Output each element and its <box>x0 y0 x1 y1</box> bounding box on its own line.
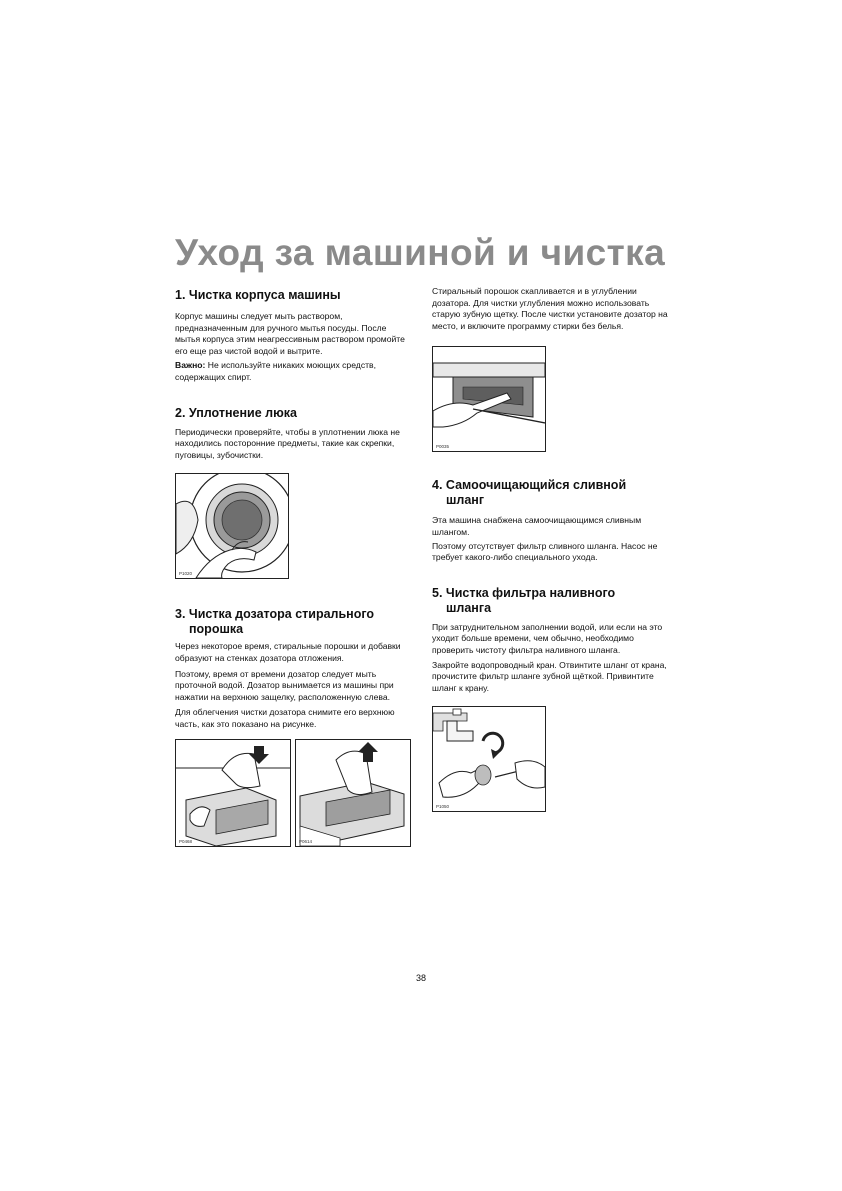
section-1-note <box>175 360 411 383</box>
section-3-text-2: Поэтому, время от времени дозатор следует мыть проточной водой. Дозатор вынимается из машины при нажатии на верхнюю защелку, расположенную слева. <box>175 668 394 702</box>
section-1-title: Чистка корпуса машины <box>188 288 341 302</box>
note-text: Не используйте никаких моющих средств, содержащих спирт. <box>175 360 377 382</box>
section-2-heading <box>175 406 411 421</box>
section-5-text-1: При затруднительном заполнении водой, или если на это уходит больше времени, чем обычно, необходимо проверить чистоту фильтра наливного шланга. <box>432 621 663 655</box>
section-4-heading <box>432 478 672 508</box>
section-4-title-line2: шланг <box>446 493 485 508</box>
section-3-title-line2: порошка <box>189 622 244 637</box>
dispenser-recess-illustration <box>432 346 546 452</box>
section-2-title: Уплотнение люка <box>188 405 297 420</box>
section-1-number: 1. <box>175 288 186 302</box>
page-title: Уход за машиной и чистка <box>175 232 666 273</box>
left-column <box>175 288 411 847</box>
section-2-text: Периодически проверяйте, чтобы в уплотнении люка не находились посторонние предметы, такие как скрепки, пуговицы, зубочистки. <box>175 426 400 460</box>
figure-code-b: P0614 <box>299 838 313 844</box>
figure-code: P0035 <box>436 444 450 450</box>
section-4-number: 4. <box>432 478 443 493</box>
dispenser-illustrations <box>175 739 411 847</box>
section-5-title-line1: Чистка фильтра наливного <box>445 585 616 600</box>
door-seal-illustration <box>175 473 289 579</box>
section-3-heading <box>175 607 411 637</box>
section-4-text-2: Поэтому отсутствует фильтр сливного шланга. Насос не требует какого-либо специального ухода. <box>432 540 658 563</box>
page-number: 38 <box>415 973 426 983</box>
section-5-number: 5. <box>432 585 443 600</box>
note-label: Важно: <box>175 360 206 371</box>
section-5-heading <box>432 586 672 616</box>
section-2-number: 2. <box>175 405 186 420</box>
dispenser-remove-illustration <box>175 739 291 847</box>
section-1-heading <box>175 288 411 303</box>
dispenser-recess-text: Стиральный порошок скапливается и в углублении дозатора. Для чистки углубления можно использовать старую зубную щетку. После чистки установите дозатор на место, и включите программу стирки без белья. <box>432 286 668 331</box>
section-4-title-line1: Самоочищающийся сливной <box>445 478 627 493</box>
section-3-title-line1: Чистка дозатора стирального <box>188 607 375 622</box>
right-column <box>432 286 672 812</box>
figure-code: P1020 <box>179 571 193 577</box>
section-3-number: 3. <box>175 607 186 622</box>
section-5-text-2: Закройте водопроводный кран. Отвинтите шланг от крана, прочистите фильтр шланге зубной щёткой. Привинтите шланг к крану. <box>432 659 667 693</box>
figure-code-a: P0468 <box>179 838 193 844</box>
section-3-text-1: Через некоторое время, стиральные порошки и добавки образуют на стенках дозатора отложения. <box>175 641 401 663</box>
section-4-text-1: Эта машина снабжена самоочищающимся сливным шлангом. <box>432 515 642 537</box>
figure-code: P1050 <box>436 804 450 810</box>
inlet-filter-illustration <box>432 706 546 812</box>
section-3-text-3: Для облегчения чистки дозатора снимите его верхнюю часть, как это показано на рисунке. <box>175 707 395 729</box>
section-5-title-line2: шланга <box>446 600 492 615</box>
dispenser-lid-illustration <box>295 739 411 847</box>
section-1-text: Корпус машины следует мыть раствором, предназначенным для ручного мытья посуды. После мытья корпуса этим неагрессивным раствором промойте его еще раз чистой водой и вытрите. <box>175 311 405 356</box>
